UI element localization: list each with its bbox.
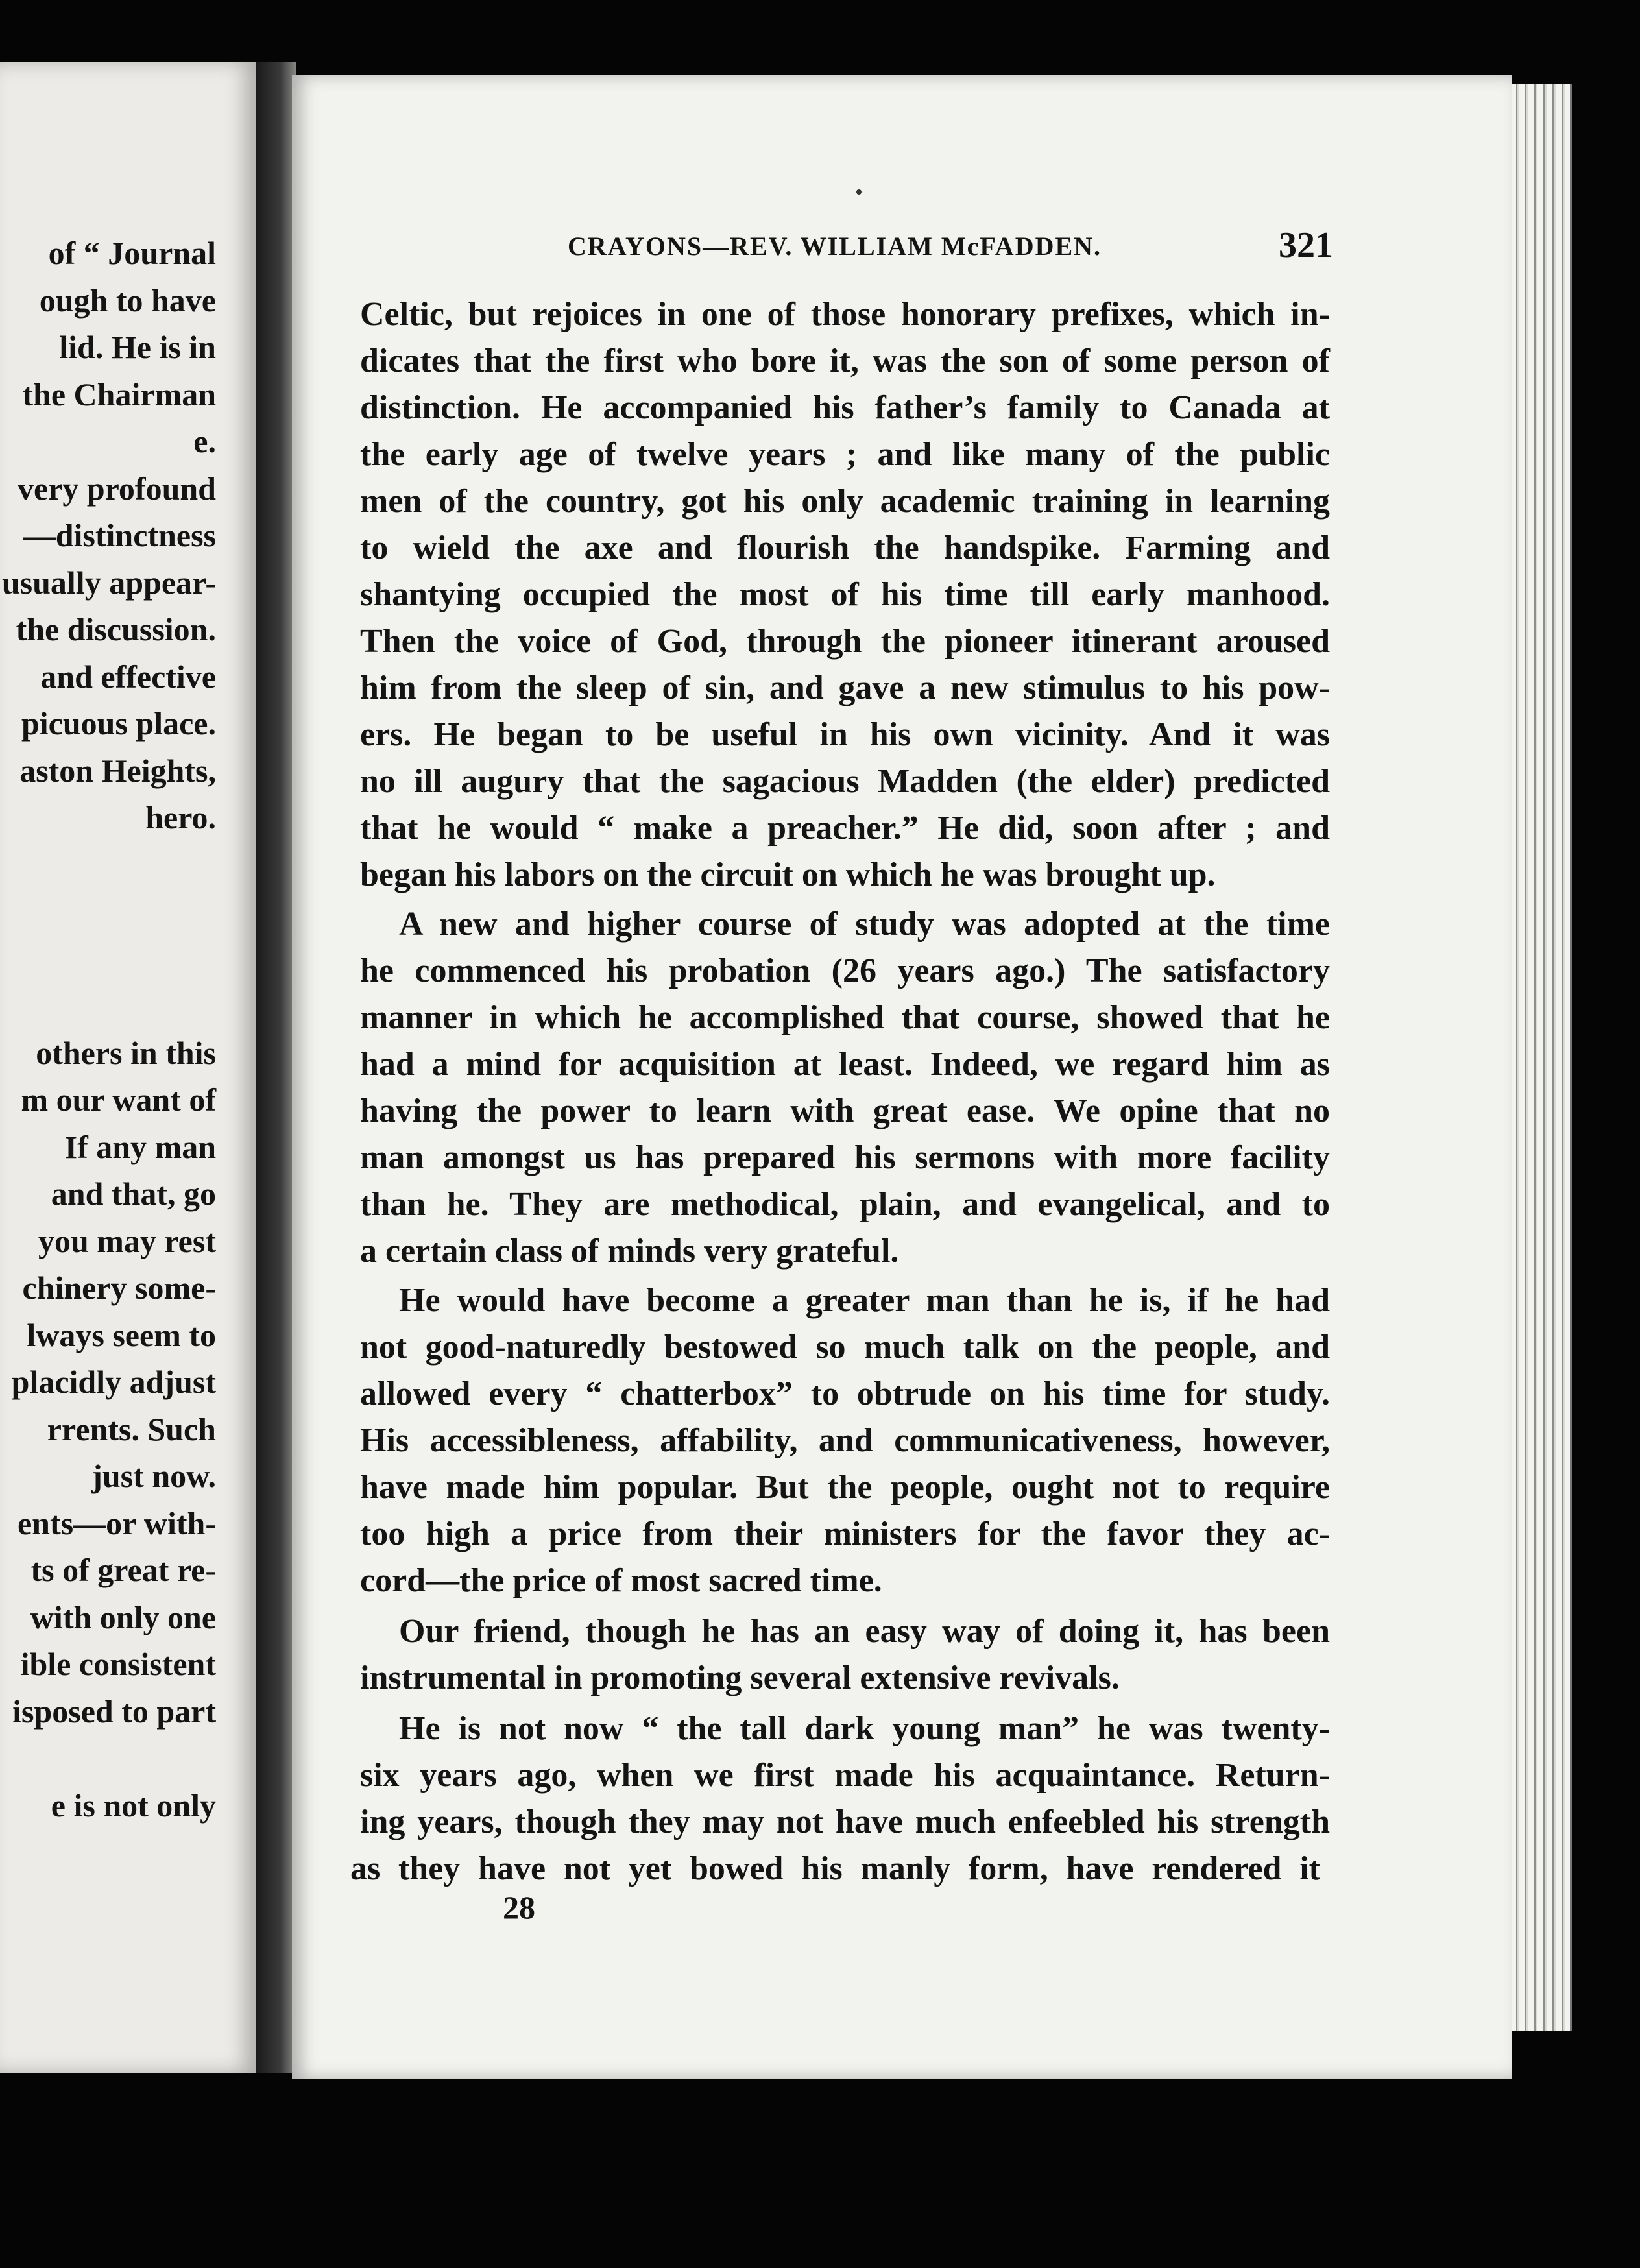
body-line: not good-naturedly bestowed so much talk on the people, and [360, 1329, 1330, 1366]
left-page-line: with only one [30, 1598, 216, 1635]
left-page-line: lid. He is in [59, 329, 216, 365]
left-page-line: the Chairman [22, 376, 216, 413]
body-line: him from the sleep of sin, and gave a new stimulus to his pow- [360, 670, 1330, 706]
left-page-line: placidly adjust [11, 1364, 216, 1400]
signature-mark: 28 [503, 1889, 535, 1925]
body-line: as they have not yet bowed his manly form, have rendered it [350, 1850, 1320, 1887]
body-line: instrumental in promoting several extensive revivals. [360, 1659, 1120, 1696]
body-line: Our friend, though he has an easy way of doing it, has been [399, 1613, 1330, 1650]
book-gutter [256, 62, 296, 2073]
body-line: He is not now “ the tall dark young man” he was twenty- [399, 1710, 1330, 1747]
left-page-line: chinery some- [22, 1270, 216, 1306]
left-page-line: the discussion. [16, 611, 216, 647]
body-line: Then the voice of God, through the pioneer itinerant aroused [360, 623, 1330, 660]
left-page-line: e is not only [51, 1787, 216, 1824]
left-page-line: ts of great re- [30, 1552, 216, 1588]
body-line: dicates that the first who bore it, was the son of some person of [360, 343, 1330, 380]
running-head: CRAYONS—REV. WILLIAM McFADDEN. [568, 232, 1102, 261]
body-line: having the power to learn with great ease. We opine that no [360, 1092, 1330, 1129]
specks [856, 189, 862, 195]
left-page-line: lways seem to [27, 1316, 216, 1353]
body-line: have made him popular. But the people, ought not to require [360, 1469, 1330, 1506]
body-line: than he. They are methodical, plain, and evangelical, and to [360, 1186, 1330, 1223]
body-line: allowed every “ chatterbox” to obtrude on his time for study. [360, 1375, 1330, 1412]
left-page-line: ough to have [39, 282, 216, 319]
body-line: shantying occupied the most of his time till early manhood. [360, 576, 1330, 613]
left-page-line: e. [193, 423, 216, 459]
body-line: a certain class of minds very grateful. [360, 1233, 899, 1270]
left-page-line: you may rest [38, 1222, 216, 1259]
left-page-line: rrents. Such [47, 1410, 216, 1447]
page-number: 321 [1279, 225, 1333, 265]
left-page-line: and that, go [51, 1176, 216, 1212]
left-page-line: very profound [17, 470, 216, 507]
left-page-line: aston Heights, [19, 752, 216, 789]
body-line: He would have become a greater man than he is, if he had [399, 1282, 1330, 1319]
body-line: that he would “ make a preacher.” He did, soon after ; and [360, 810, 1330, 847]
body-line: man amongst us has prepared his sermons with more facility [360, 1139, 1330, 1176]
left-page [0, 62, 256, 2073]
left-page-line: —distinctness [23, 517, 216, 553]
body-line: no ill augury that the sagacious Madden (the elder) predicted [360, 763, 1330, 800]
body-line: men of the country, got his only academic training in learning [360, 483, 1330, 520]
body-line: the early age of twelve years ; and like many of the public [360, 436, 1330, 473]
body-line: too high a price from their ministers for the favor they ac- [360, 1515, 1330, 1552]
left-page-line: and effective [40, 658, 216, 695]
body-line: manner in which he accomplished that course, showed that he [360, 999, 1330, 1036]
left-page-line: usually appear- [1, 564, 216, 601]
body-line: ing years, though they may not have much enfeebled his strength [360, 1804, 1330, 1840]
left-page-line: m our want of [21, 1081, 216, 1118]
left-page-line: others in this [36, 1034, 216, 1071]
left-page-line: isposed to part [12, 1693, 216, 1730]
left-page-line: If any man [64, 1128, 216, 1165]
body-line: cord—the price of most sacred time. [360, 1562, 882, 1599]
body-line: six years ago, when we first made his acquaintance. Return- [360, 1757, 1330, 1794]
left-page-line: picuous place. [21, 705, 216, 742]
left-page-line: just now. [91, 1458, 216, 1494]
left-page-line: of “ Journal [48, 235, 216, 271]
left-page-line: ents—or with- [17, 1504, 216, 1541]
body-line: distinction. He accompanied his father’s family to Canada at [360, 389, 1330, 426]
body-line: His accessibleness, affability, and communicativeness, however, [360, 1422, 1330, 1459]
body-line: to wield the axe and flourish the handspike. Farming and [360, 529, 1330, 566]
left-page-line: ible consistent [20, 1646, 216, 1682]
body-line: began his labors on the circuit on which he was brought up. [360, 856, 1216, 893]
left-page-line: hero. [145, 799, 216, 836]
body-line: he commenced his probation (26 years ago.) The satisfactory [360, 952, 1330, 989]
body-line: A new and higher course of study was adopted at the time [399, 906, 1330, 943]
body-line: Celtic, but rejoices in one of those honorary prefixes, which in- [360, 296, 1330, 333]
body-line: had a mind for acquisition at least. Indeed, we regard him as [360, 1046, 1330, 1083]
body-line: ers. He began to be useful in his own vicinity. And it was [360, 716, 1330, 753]
